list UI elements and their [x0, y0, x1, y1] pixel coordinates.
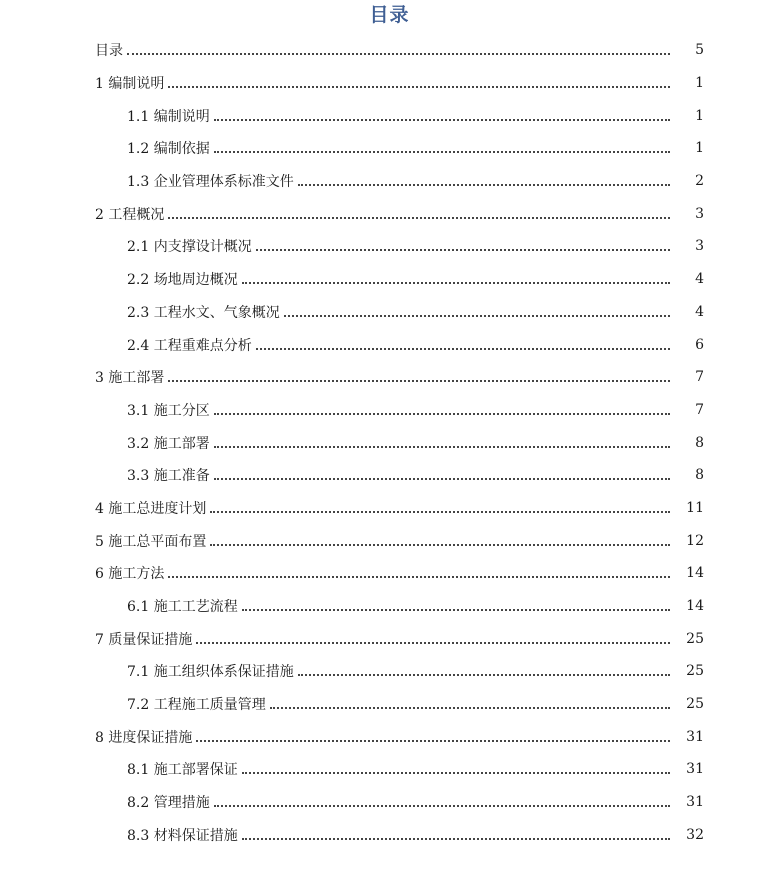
toc-dot-leader — [242, 282, 670, 284]
toc-entry[interactable] — [0, 230, 779, 263]
toc-dot-leader — [210, 544, 670, 546]
toc-entry-label: 7.1 施工组织体系保证措施 — [127, 664, 294, 681]
toc-dot-leader — [270, 707, 670, 709]
toc-entry-label: 4 施工总进度计划 — [95, 500, 207, 517]
toc-entry-label: 5 施工总平面布置 — [95, 533, 207, 550]
toc-dot-leader — [168, 86, 670, 88]
toc-entry-label: 1.1 编制说明 — [127, 108, 210, 125]
toc-entry[interactable] — [0, 819, 779, 852]
toc-entry-label: 3.2 施工部署 — [127, 435, 210, 452]
toc-page-number: 1 — [695, 75, 704, 92]
toc-dot-leader — [214, 151, 670, 153]
toc-dot-leader — [214, 119, 670, 121]
toc-entry-label: 8.3 材料保证措施 — [127, 827, 238, 844]
toc-entry[interactable] — [0, 67, 779, 100]
toc-entry[interactable] — [0, 557, 779, 590]
toc-entry[interactable] — [0, 524, 779, 557]
toc-dot-leader — [298, 184, 670, 186]
toc-dot-leader — [242, 609, 670, 611]
toc-page-number: 31 — [686, 761, 704, 778]
toc-dot-leader — [242, 838, 670, 840]
toc-page-number: 31 — [686, 728, 704, 745]
toc-title: 目录 — [369, 4, 410, 26]
toc-dot-leader — [256, 249, 670, 251]
toc-entry[interactable] — [0, 753, 779, 786]
toc-entry[interactable] — [0, 720, 779, 753]
toc-dot-leader — [127, 53, 670, 55]
toc-entry[interactable] — [0, 655, 779, 688]
toc-entry[interactable] — [0, 296, 779, 329]
toc-dot-leader — [214, 805, 670, 807]
toc-page-number: 3 — [695, 205, 704, 222]
toc-entry[interactable] — [0, 165, 779, 198]
toc-entry-label: 2.3 工程水文、气象概况 — [127, 304, 280, 321]
toc-entry-label: 6 施工方法 — [95, 566, 165, 583]
toc-entry-label: 1 编制说明 — [95, 76, 165, 93]
toc-entry-label: 8.1 施工部署保证 — [127, 762, 238, 779]
toc-entry-label: 1.3 企业管理体系标准文件 — [127, 174, 294, 191]
toc-page-number: 14 — [686, 565, 704, 582]
toc-entry[interactable] — [0, 688, 779, 721]
toc-entry-label: 1.2 编制依据 — [127, 141, 210, 158]
toc-dot-leader — [256, 348, 670, 350]
toc-dot-leader — [210, 511, 670, 513]
toc-entry[interactable] — [0, 622, 779, 655]
toc-entry[interactable] — [0, 426, 779, 459]
toc-entry[interactable] — [0, 459, 779, 492]
toc-page-number: 25 — [686, 630, 704, 647]
toc-entry-label: 8 进度保证措施 — [95, 729, 193, 746]
toc-entry[interactable] — [0, 590, 779, 623]
toc-entry-label: 2.2 场地周边概况 — [127, 272, 238, 289]
toc-list — [0, 34, 779, 851]
toc-page-number: 2 — [695, 173, 704, 190]
toc-dot-leader — [214, 413, 670, 415]
toc-entry-label: 7 质量保证措施 — [95, 631, 193, 648]
toc-entry-label: 8.2 管理措施 — [127, 795, 210, 812]
toc-page-number: 5 — [695, 42, 704, 59]
toc-entry-label: 2.1 内支撑设计概况 — [127, 239, 252, 256]
toc-entry-label: 7.2 工程施工质量管理 — [127, 697, 266, 714]
toc-page-number: 1 — [695, 140, 704, 157]
toc-dot-leader — [214, 478, 670, 480]
toc-page-number: 7 — [695, 369, 704, 386]
toc-page-number: 12 — [686, 532, 704, 549]
toc-page-number: 25 — [686, 696, 704, 713]
toc-page-number: 7 — [695, 401, 704, 418]
toc-page-number: 4 — [695, 271, 704, 288]
toc-entry-label: 2 工程概况 — [95, 206, 165, 223]
toc-entry-label: 6.1 施工工艺流程 — [127, 599, 238, 616]
toc-dot-leader — [196, 642, 670, 644]
toc-page-number: 6 — [695, 336, 704, 353]
toc-entry[interactable] — [0, 99, 779, 132]
toc-entry-label: 目录 — [95, 43, 123, 60]
toc-entry[interactable] — [0, 361, 779, 394]
toc-entry[interactable] — [0, 197, 779, 230]
toc-page-number: 32 — [686, 826, 704, 843]
toc-dot-leader — [284, 315, 670, 317]
toc-page-number: 4 — [695, 303, 704, 320]
toc-page-number: 14 — [686, 598, 704, 615]
toc-entry[interactable] — [0, 786, 779, 819]
toc-page-number: 31 — [686, 794, 704, 811]
toc-dot-leader — [168, 576, 670, 578]
toc-entry[interactable] — [0, 328, 779, 361]
toc-entry[interactable] — [0, 132, 779, 165]
toc-page-number: 25 — [686, 663, 704, 680]
toc-dot-leader — [168, 380, 670, 382]
toc-page-number: 8 — [695, 434, 704, 451]
toc-page-number: 3 — [695, 238, 704, 255]
toc-entry[interactable] — [0, 492, 779, 525]
toc-page-number: 1 — [695, 107, 704, 124]
toc-dot-leader — [196, 740, 670, 742]
toc-entry[interactable] — [0, 263, 779, 296]
toc-dot-leader — [168, 217, 670, 219]
toc-dot-leader — [242, 772, 670, 774]
toc-page-number: 11 — [686, 499, 704, 516]
toc-dot-leader — [298, 674, 670, 676]
toc-dot-leader — [214, 446, 670, 448]
toc-entry-label: 3 施工部署 — [95, 370, 165, 387]
toc-entry-label: 3.1 施工分区 — [127, 402, 210, 419]
toc-entry-label: 3.3 施工准备 — [127, 468, 210, 485]
toc-entry-label: 2.4 工程重难点分析 — [127, 337, 252, 354]
toc-entry[interactable] — [0, 394, 779, 427]
toc-page-number: 8 — [695, 467, 704, 484]
toc-entry[interactable] — [0, 34, 779, 67]
